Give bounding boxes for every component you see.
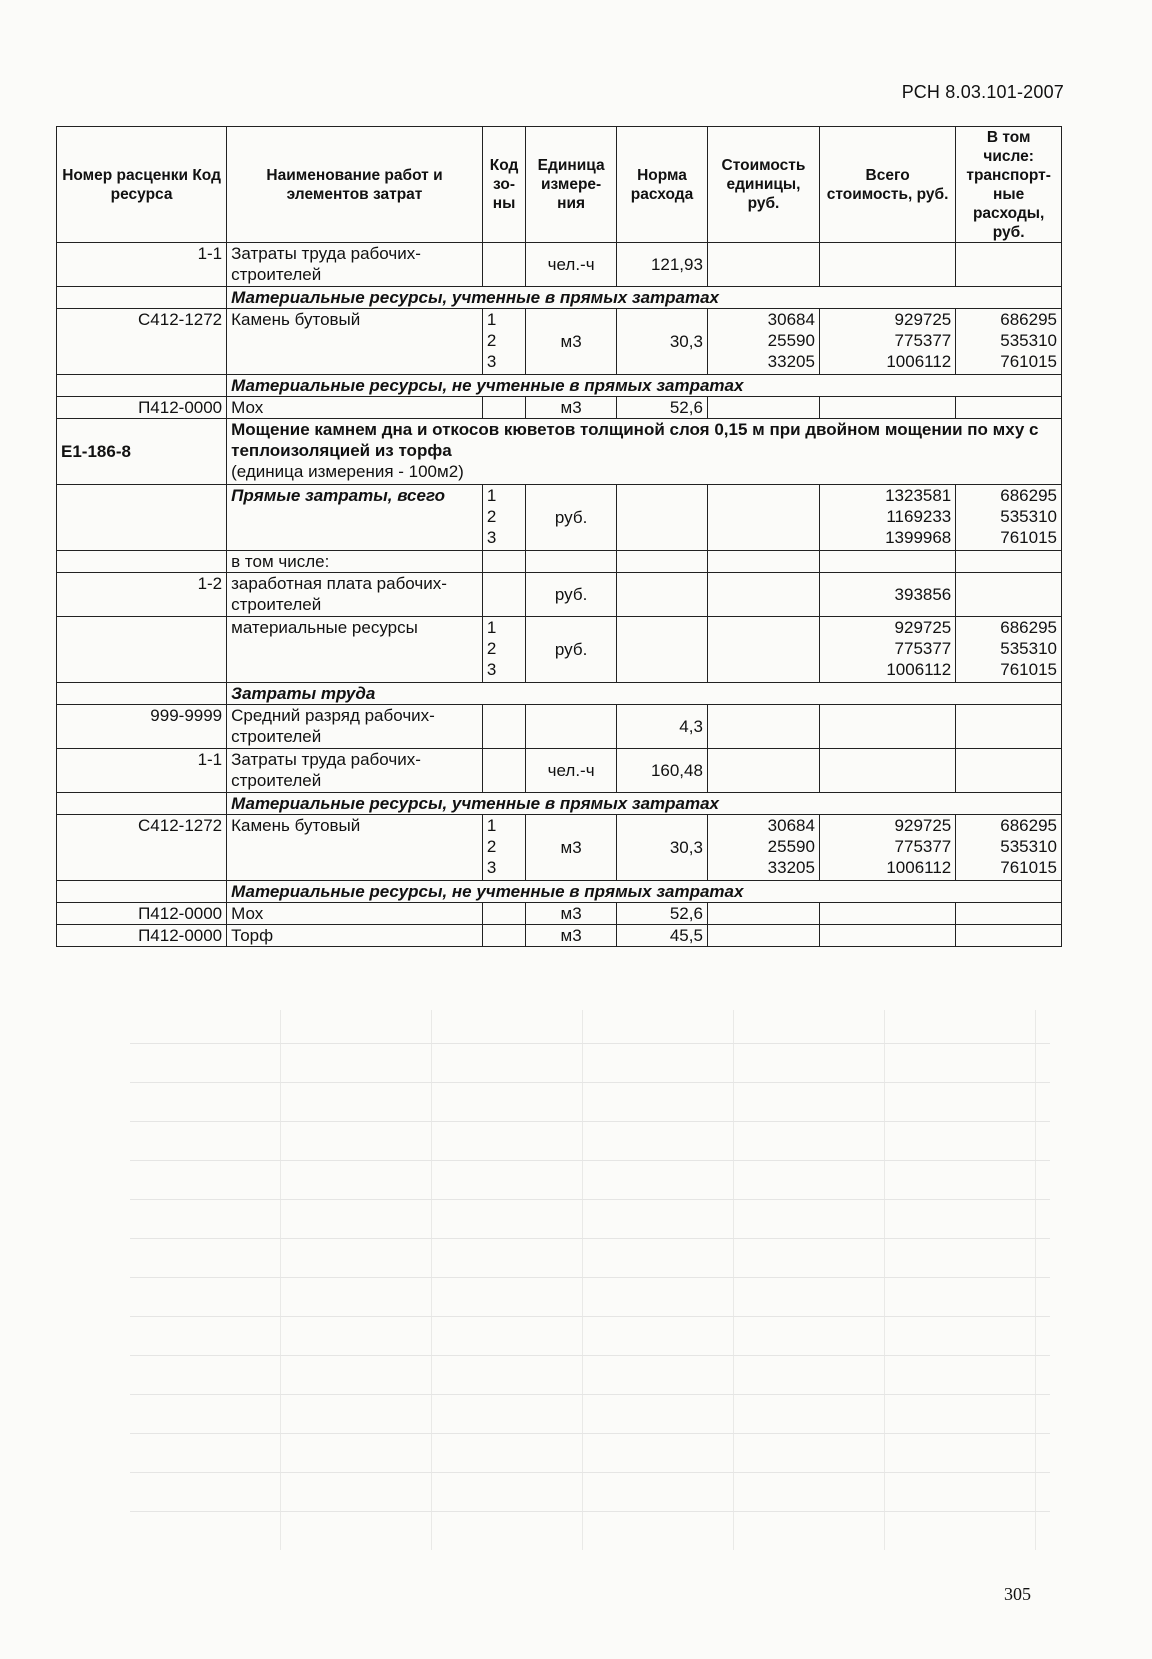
document-code: РСН 8.03.101-2007: [901, 82, 1064, 102]
transport-cell: 686295 535310 761015: [956, 815, 1062, 881]
resource-code: 999-9999: [57, 705, 227, 749]
table-row: [57, 485, 1062, 551]
resource-code: П412-0000: [57, 903, 227, 925]
resource-code: 1-2: [57, 573, 227, 617]
total-cost-cell: 1323581 1169233 1399968: [819, 485, 955, 551]
total-cost-cell: 929725 775377 1006112: [819, 815, 955, 881]
unit-cost-cell: 30684 25590 33205: [707, 309, 819, 375]
header-unit: Единица измере- ния: [526, 127, 617, 243]
rate-title-row: [57, 419, 1062, 485]
table-row: [57, 243, 1062, 287]
norm-cell: 4,3: [617, 705, 708, 749]
table-row: [57, 573, 1062, 617]
section-title: Материальные ресурсы, учтенные в прямых затратах: [227, 793, 1062, 815]
rate-unit-note: (единица измерения - 100м2): [231, 462, 464, 481]
norm-cell: 30,3: [617, 815, 708, 881]
transport-cell: 686295 535310 761015: [956, 485, 1062, 551]
resource-name: Камень бутовый: [227, 815, 483, 881]
unit-cell: чел.-ч: [526, 243, 617, 287]
table-row: [57, 903, 1062, 925]
resource-name: Мох: [227, 397, 483, 419]
section-row: [57, 375, 1062, 397]
bleed-through-background: [130, 1010, 1050, 1550]
header-norm: Норма расхода: [617, 127, 708, 243]
zone-cell: 1 2 3: [482, 815, 525, 881]
resource-code: П412-0000: [57, 397, 227, 419]
rate-title: [227, 419, 1062, 485]
header-row: [57, 127, 1062, 243]
rates-table: [56, 126, 1062, 947]
norm-cell: 52,6: [617, 903, 708, 925]
unit-cell: руб.: [526, 573, 617, 617]
section-row: [57, 287, 1062, 309]
unit-cell: руб.: [526, 617, 617, 683]
table-row: [57, 551, 1062, 573]
transport-cell: 686295 535310 761015: [956, 309, 1062, 375]
norm-cell: 45,5: [617, 925, 708, 947]
header-transport: В том числе: транспорт- ные расходы, руб.: [956, 127, 1062, 243]
resource-code: П412-0000: [57, 925, 227, 947]
norm-cell: 121,93: [617, 243, 708, 287]
section-title: Материальные ресурсы, не учтенные в прямых затратах: [227, 375, 1062, 397]
table-row: [57, 749, 1062, 793]
resource-name: материальные ресурсы: [227, 617, 483, 683]
resource-name: Средний разряд рабочих-строителей: [227, 705, 483, 749]
transport-cell: 686295 535310 761015: [956, 617, 1062, 683]
resource-name: Камень бутовый: [227, 309, 483, 375]
total-cost-cell: 393856: [819, 573, 955, 617]
zone-cell: 1 2 3: [482, 309, 525, 375]
page-number: 305: [1004, 1584, 1031, 1604]
unit-cost-cell: 30684 25590 33205: [707, 815, 819, 881]
resource-name: заработная плата рабочих-строителей: [227, 573, 483, 617]
header-total-cost: Всего стоимость, руб.: [819, 127, 955, 243]
zone-cell: 1 2 3: [482, 485, 525, 551]
norm-cell: 52,6: [617, 397, 708, 419]
resource-code: 1-1: [57, 749, 227, 793]
header-name: Наименование работ и элементов затрат: [227, 127, 483, 243]
section-title: Материальные ресурсы, не учтенные в прямых затратах: [227, 881, 1062, 903]
table-row: [57, 705, 1062, 749]
section-title: Материальные ресурсы, учтенные в прямых затратах: [227, 287, 1062, 309]
resource-name: Торф: [227, 925, 483, 947]
unit-cell: м3: [526, 925, 617, 947]
resource-code: 1-1: [57, 243, 227, 287]
unit-cell: руб.: [526, 485, 617, 551]
header-zone: Код зо- ны: [482, 127, 525, 243]
resource-name: Мох: [227, 903, 483, 925]
header-unit-cost: Стоимость единицы, руб.: [707, 127, 819, 243]
zone-cell: 1 2 3: [482, 617, 525, 683]
table-row: [57, 309, 1062, 375]
direct-costs-label: Прямые затраты, всего: [227, 485, 483, 551]
resource-name: Затраты труда рабочих-строителей: [227, 243, 483, 287]
resource-code: С412-1272: [57, 309, 227, 375]
section-row: [57, 683, 1062, 705]
including-label: в том числе:: [227, 551, 483, 573]
norm-cell: 30,3: [617, 309, 708, 375]
unit-cell: м3: [526, 903, 617, 925]
unit-cell: чел.-ч: [526, 749, 617, 793]
resource-code: С412-1272: [57, 815, 227, 881]
total-cost-cell: 929725 775377 1006112: [819, 309, 955, 375]
rate-title-text: Мощение камнем дна и откосов кюветов толщиной слоя 0,15 м при двойном мощении по мху с теплоизоляцией из торфа: [231, 420, 1039, 460]
table-row: [57, 815, 1062, 881]
table-row: [57, 925, 1062, 947]
unit-cell: м3: [526, 815, 617, 881]
total-cost-cell: 929725 775377 1006112: [819, 617, 955, 683]
header-code: Номер расценки Код ресурса: [57, 127, 227, 243]
resource-name: Затраты труда рабочих-строителей: [227, 749, 483, 793]
section-row: [57, 881, 1062, 903]
section-row: [57, 793, 1062, 815]
table-row: [57, 617, 1062, 683]
section-title: Затраты труда: [227, 683, 1062, 705]
norm-cell: 160,48: [617, 749, 708, 793]
unit-cell: м3: [526, 397, 617, 419]
rate-code: Е1-186-8: [57, 419, 227, 485]
unit-cell: м3: [526, 309, 617, 375]
table-row: [57, 397, 1062, 419]
